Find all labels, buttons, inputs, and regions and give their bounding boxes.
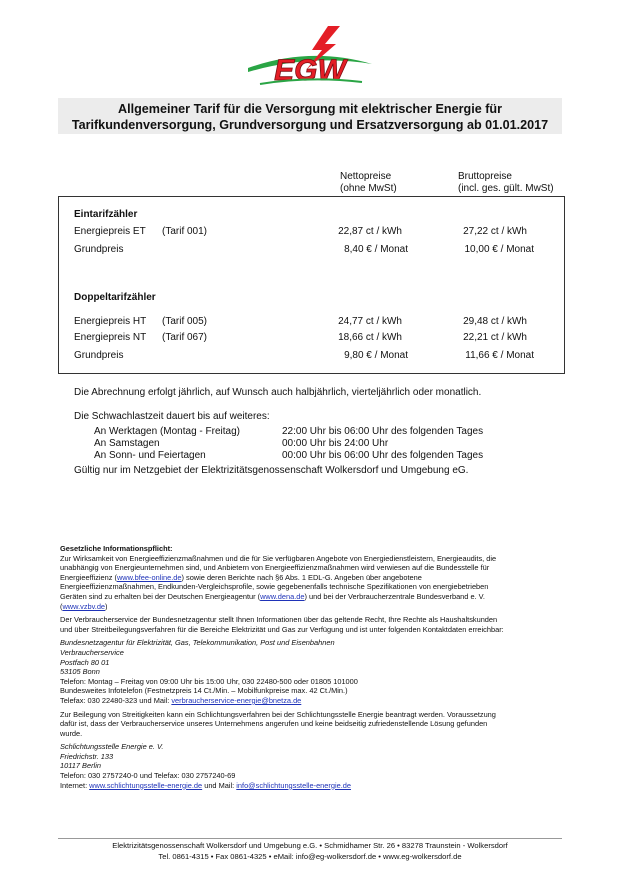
text: ) sowie deren Berichte nach §6 Abs. 1 EDL-G. Angeben über angebotene [181, 572, 422, 582]
et-grundpreis-net: 8,40 € / Monat [344, 244, 408, 255]
bna-line5: Telefon: Montag – Freitag von 09:00 Uhr bis 15:00 Uhr, 030 22480-500 oder 01805 101000 [60, 676, 358, 686]
nt-gross: 22,21 ct / kWh [463, 332, 527, 343]
schwachlast-when-1: An Werktagen (Montag - Freitag) [94, 426, 240, 437]
sse-line5 [60, 781, 560, 791]
dt-grundpreis-net: 9,80 € / Monat [344, 350, 408, 361]
text: ) [105, 601, 108, 611]
net-header-line1: Nettopreise [340, 171, 392, 182]
schwachlast-when-2: An Samstagen [94, 438, 160, 449]
sse-web-link[interactable]: www.schlichtungsstelle-energie.de [89, 780, 203, 790]
billing-note: Die Abrechnung erfolgt jährlich, auf Wunsch auch halbjährlich, vierteljährlich oder monatlich. [74, 387, 482, 398]
dena-link[interactable]: www.dena.de [260, 591, 305, 601]
footer-divider [58, 838, 562, 839]
sse-line1: Schlichtungsstelle Energie e. V. [60, 742, 164, 752]
ht-label: Energiepreis HT [74, 316, 147, 327]
bna-line1: Bundesnetzagentur für Elektrizität, Gas, Telekommunikation, Post und Eisenbahnen [60, 638, 335, 648]
eintarif-heading: Eintarifzähler [74, 209, 138, 220]
bna-line7 [60, 696, 560, 706]
schwachlast-time-3: 00:00 Uhr bis 06:00 Uhr des folgenden Tages [282, 450, 484, 461]
gross-header-line1: Bruttopreise [458, 171, 512, 182]
et-net: 22,87 ct / kWh [338, 226, 402, 237]
text: und Mail: [202, 780, 237, 790]
legal-p1-line5 [60, 592, 560, 602]
doppeltarif-heading: Doppeltarifzähler [74, 292, 156, 303]
legal-info-section [60, 544, 560, 790]
legal-heading: Gesetzliche Informationspflicht: [60, 544, 173, 553]
footer-contact: Tel. 0861-4315 • Fax 0861-4325 • eMail: info@eg-wolkersdorf.de • www.eg-wolkersdorf.de [158, 852, 462, 861]
gross-price-header [458, 171, 554, 195]
footer-address: Elektrizitätsgenossenschaft Wolkersdorf und Umgebung e.G. • Schmidhamer Str. 26 • 83278 Traunstein - Wolkersdorf [112, 841, 508, 850]
ht-gross: 29,48 ct / kWh [463, 316, 527, 327]
bna-mail-link[interactable]: verbraucherservice-energie@bnetza.de [171, 695, 302, 705]
legal-p3-line1: Zur Beilegung von Streitigkeiten kann ein Schlichtungsverfahren bei der Schlichtungsstelle Energie beantragt werden. Voraussetzung [60, 709, 496, 719]
legal-p3-line3: wurde. [60, 728, 83, 738]
title-banner [58, 98, 562, 134]
ht-code: (Tarif 005) [162, 316, 208, 327]
et-label: Energiepreis ET [74, 226, 146, 237]
bna-line3: Postfach 80 01 [60, 657, 110, 667]
legal-p3-line2: dafür ist, dass der Verbraucherservice unseres Unternehmens angerufen und keine beidseitig zufriedenstellende Lösung gefunden [60, 719, 488, 729]
text: Internet: [60, 780, 90, 790]
schwachlast-time-1: 22:00 Uhr bis 06:00 Uhr des folgenden Tages [282, 426, 484, 437]
nt-code: (Tarif 067) [162, 332, 208, 343]
sse-line2: Friedrichstr. 133 [60, 751, 114, 761]
sse-line4: Telefon: 030 2757240-0 und Telefax: 030 2757240-69 [60, 771, 236, 781]
schwachlast-when-3: An Sonn- und Feiertagen [94, 450, 206, 461]
sse-line3: 10117 Berlin [60, 761, 101, 771]
dt-grundpreis-gross: 11,66 € / Monat [465, 350, 534, 361]
bna-line2: Verbraucherservice [60, 647, 124, 657]
text: ( [60, 601, 63, 611]
et-grundpreis-label: Grundpreis [74, 244, 124, 255]
egw-logo [240, 24, 380, 94]
schwachlast-time-2: 00:00 Uhr bis 24:00 Uhr [282, 438, 389, 449]
legal-p1-line6 [60, 602, 560, 612]
legal-p1-line3 [60, 573, 560, 583]
bfee-link[interactable]: www.bfee-online.de [116, 572, 182, 582]
et-code: (Tarif 001) [162, 226, 208, 237]
logo-text: EGW [274, 54, 346, 87]
schwachlast-intro: Die Schwachlastzeit dauert bis auf weiteres: [74, 411, 270, 422]
bna-line6: Bundesweites Infotelefon (Festnetzpreis 14 Ct./Min. – Mobilfunkpreise max. 42 Ct./Min.) [60, 686, 348, 696]
nt-label: Energiepreis NT [74, 332, 147, 343]
net-price-header [340, 171, 397, 195]
legal-p2-line1: Der Verbraucherservice der Bundesnetzagentur stellt Ihnen Informationen über das geltende Recht, Ihre Rechte als Haushaltskunden [60, 615, 498, 625]
text: Energieeffizienz ( [60, 572, 117, 582]
et-gross: 27,22 ct / kWh [463, 226, 527, 237]
sse-mail-link[interactable]: info@schlichtungsstelle-energie.de [236, 780, 351, 790]
ht-net: 24,77 ct / kWh [338, 316, 402, 327]
text: ) und bei der Verbraucherzentrale Bundesverband e. V. [304, 591, 485, 601]
net-header-line2: (ohne MwSt) [340, 183, 397, 194]
text: Geräten sind zu erhalten bei der Deutschen Energieagentur ( [60, 591, 261, 601]
gross-header-line2: (incl. ges. gült. MwSt) [458, 183, 554, 194]
dt-grundpreis-label: Grundpreis [74, 350, 124, 361]
title-line-2: Tarifkundenversorgung, Grundversorgung und Ersatzversorgung ab 01.01.2017 [71, 118, 549, 132]
text: Telefax: 030 22480-323 und Mail: [60, 695, 172, 705]
legal-p2-line2: und über Streitbeilegungsverfahren für die Bereiche Elektrizität und Gas zur Verfügung und ist unter folgenden Kontaktdaten erreichbar: [60, 624, 504, 634]
title-line-1: Allgemeiner Tarif für die Versorgung mit elektrischer Energie für [118, 102, 502, 116]
legal-p1-line2: unabhängig von Energieunternehmen sind, und Anbietern von Energieeffizienzmaßnahmen wird verwiesen auf die Bundesstelle für [60, 563, 490, 573]
vzbv-link[interactable]: www.vzbv.de [62, 601, 106, 611]
legal-p1-line4: Energieeffizienzmaßnahmen, Endkunden-Vergleichsprofile, sowie gegebenenfalls technische Spezifikationen von energiebetrieben [60, 582, 489, 592]
et-grundpreis-gross: 10,00 € / Monat [464, 244, 534, 255]
validity-note: Gültig nur im Netzgebiet der Elektrizitätsgenossenschaft Wolkersdorf und Umgebung eG. [74, 465, 469, 476]
legal-p1-line1: Zur Wirksamkeit von Energieeffizienzmaßnahmen und die für Sie verfügbaren Angebote von Energiedienstleistern, Energieaudits, die [60, 553, 497, 563]
tariff-table-box [58, 196, 565, 374]
bna-line4: 53105 Bonn [60, 667, 100, 677]
nt-net: 18,66 ct / kWh [338, 332, 402, 343]
